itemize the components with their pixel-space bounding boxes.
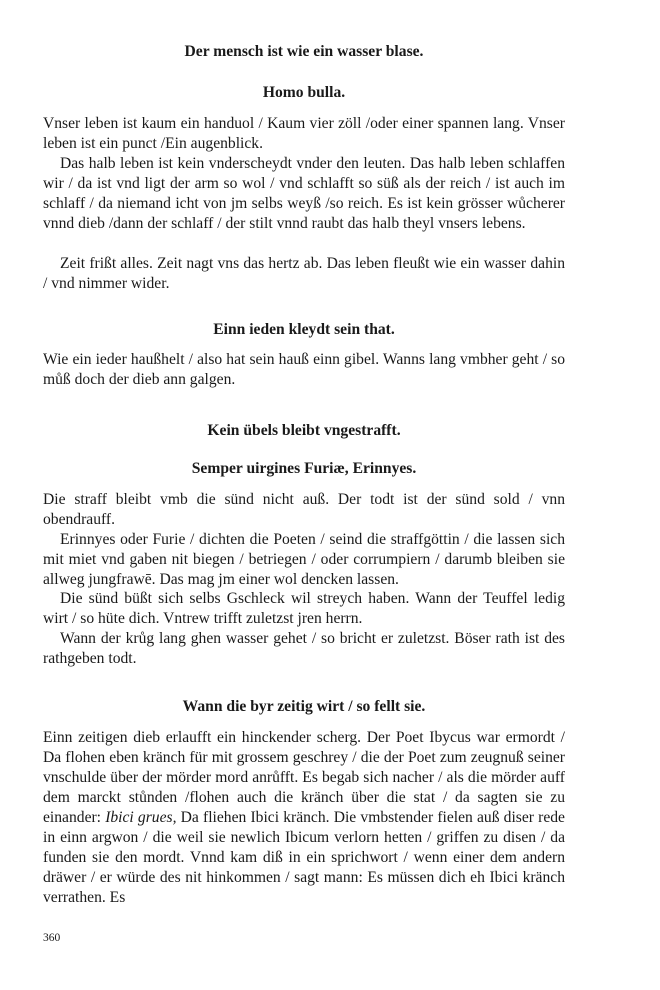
text-run: Da fliehen Ibici kränch. Die vmbstender fielen auß diser rede in einn argwon / die weil sie newlich Ibicum verlorn hetten / griffen zu disen / da funden sie den mordt. Vnnd kam diß in ein sprichwort / wenn einer dem andern dräwer / er würde des nit hinkommen / sagt mann: Es müssen dich eh Ibici kränch verrathen. Es: [43, 809, 565, 906]
paragraph: Die straff bleibt vmb die sünd nicht auß. Der todt ist der sünd sold / vnn obendrauff.: [43, 491, 565, 528]
section-subtitle-furiae: Semper uirgines Furiæ, Erinnyes.: [191, 460, 417, 477]
paragraph: Das halb leben ist kein vnderscheydt vnder den leuten. Das halb leben schlaffen wir / da ist vnd ligt der arm so wol / vnd schlafft so süß als der reich / ist auch im schlaff / da niemand icht von jm selbs weyß /so reich. Es ist kein grösser wůcherer vnnd dieb /dann der schlaff / der stilt vnnd raubt das halb theyl vnsers lebens.: [43, 155, 565, 232]
page-number: 360: [43, 932, 61, 944]
italic-latin-phrase: Ibici grues,: [105, 809, 177, 826]
section-title-mensch: Der mensch ist wie ein wasser blase.: [184, 43, 424, 60]
paragraph: Wie ein ieder haußhelt / also hat sein hauß einn gibel. Wanns lang vmbher geht / so můß doch der dieb ann galgen.: [43, 351, 565, 388]
section-title-byr: Wann die byr zeitig wirt / so fellt sie.: [182, 698, 426, 715]
section-title-kleydt: Einn ieden kleydt sein that.: [213, 321, 395, 338]
paragraph: Die sünd büßt sich selbs Gschleck wil streych haben. Wann der Teuffel ledig wirt / so hüte dich. Vntrew trifft zuletzst jren herrn.: [43, 590, 565, 627]
paragraph: Zeit frißt alles. Zeit nagt vns das hertz ab. Das leben fleußt wie ein wasser dahin / vnd nimmer wider.: [43, 255, 565, 292]
section-title-vngestrafft: Kein übels bleibt vngestrafft.: [207, 422, 401, 439]
text-run: Einn zeitigen dieb erlaufft ein hinckender scherg. Der Poet Ibycus war ermordt / Da flohen eben kränch für mit grossem geschrey / die der Poet zum zeugnuß seiner vnschulde über der mörder mord anrůfft. Es begab sich nacher / als die mörder auff dem marckt stůnden /flohen auch die kränch über die stat / da sagten sie zu einander:: [43, 729, 565, 826]
paragraph: Vnser leben ist kaum ein handuol / Kaum vier zöll /oder einer spannen lang. Vnser leben ist ein punct /Ein augenblick.: [43, 115, 565, 152]
paragraph: Erinnyes oder Furie / dichten die Poeten / seind die straffgöttin / die lassen sich mit miet vnd gaben nit biegen / betriegen / oder corrumpiern / darumb bleiben sie allweg jungfrawē. Das mag jm einer wol dencken lassen.: [43, 531, 565, 588]
paragraph-ibycus: [43, 728, 565, 908]
paragraph: Wann der krůg lang ghen wasser gehet / so bricht er zuletzst. Böser rath ist des rathgeben todt.: [43, 630, 565, 667]
section-subtitle-homo-bulla: Homo bulla.: [262, 84, 346, 101]
